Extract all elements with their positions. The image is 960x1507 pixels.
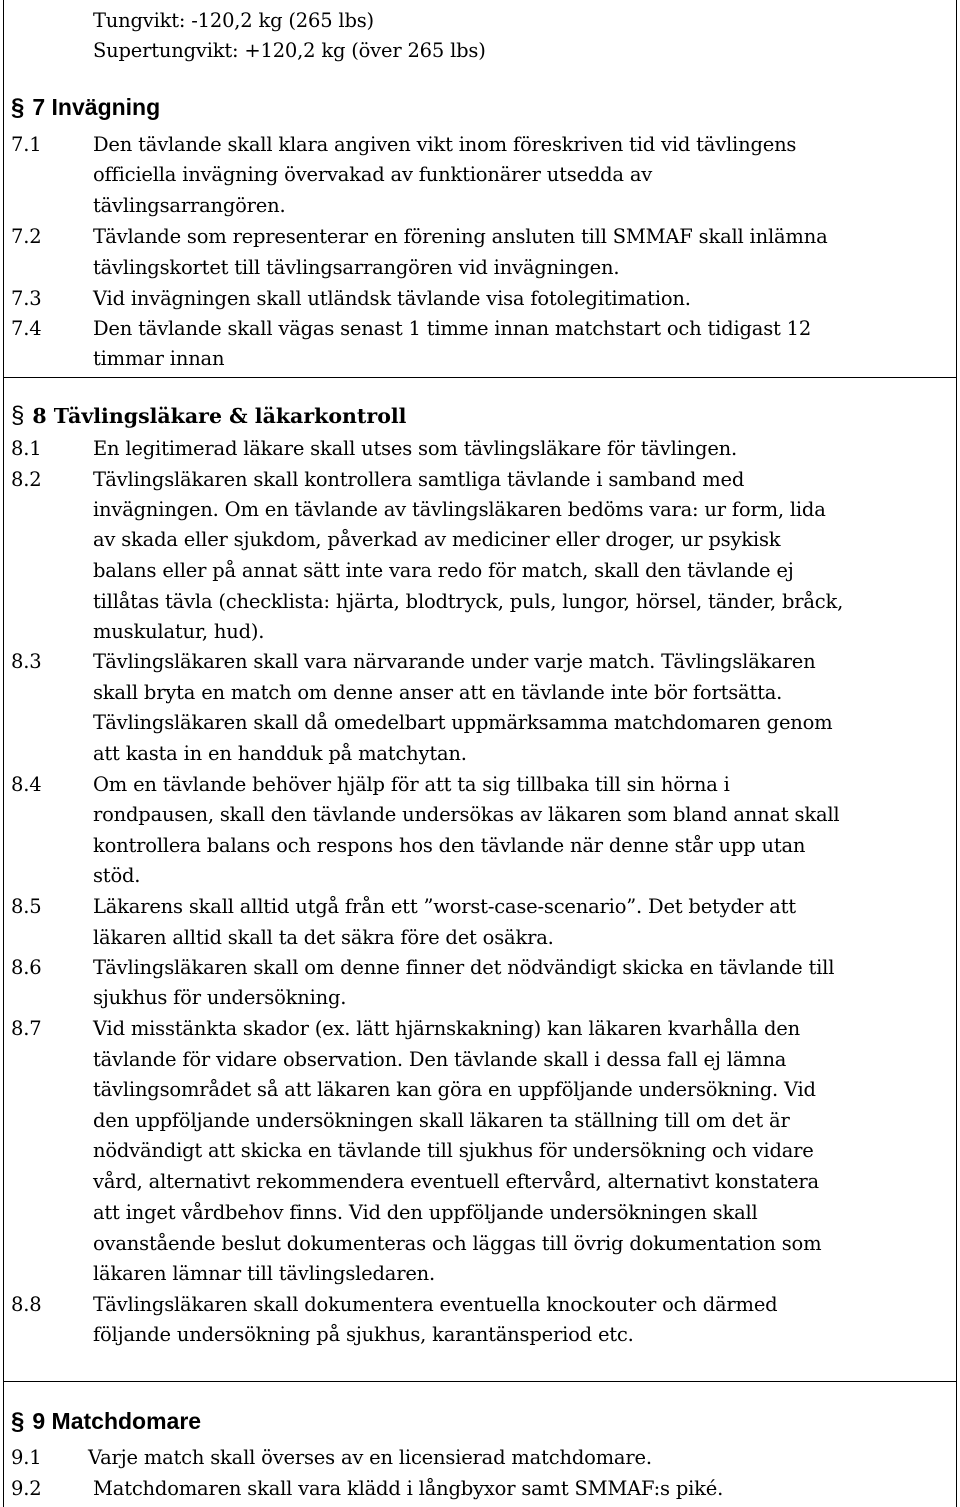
item-8-7-text: vård, alternativt rekommendera eventuell eftervård, alternativt konstatera (93, 1170, 819, 1193)
item-8-2-text: av skada eller sjukdom, påverkad av mediciner eller droger, ur psykisk (93, 528, 781, 551)
item-9-2-text: Matchdomaren skall vara klädd i långbyxor samt SMMAF:s piké. (93, 1477, 724, 1500)
item-8-4-text: kontrollera balans och respons hos den tävlande när denne står upp utan (93, 834, 806, 857)
item-7-2-number: 7.2 (11, 225, 42, 248)
item-8-4-number: 8.4 (11, 773, 42, 796)
weight-class-tungvikt: Tungvikt: -120,2 kg (265 lbs) (93, 9, 374, 32)
section-9-title: 9 Matchdomare (32, 1408, 202, 1434)
item-8-1-number: 8.1 (11, 437, 42, 460)
item-8-3-number: 8.3 (11, 650, 42, 673)
item-8-3-text: Tävlingsläkaren skall vara närvarande under varje match. Tävlingsläkaren (93, 650, 816, 673)
item-8-6-text: sjukhus för undersökning. (93, 986, 347, 1009)
section-7-title: 7 Invägning (32, 94, 161, 120)
item-7-2-text: Tävlande som representerar en förening ansluten till SMMAF skall inlämna (93, 225, 828, 248)
item-8-7-text: ovanstående beslut dokumenteras och läggas till övrig dokumentation som (93, 1232, 822, 1255)
item-8-4-text: rondpausen, skall den tävlande undersökas av läkaren som bland annat skall (93, 803, 840, 826)
item-8-2-text: balans eller på annat sätt inte vara redo för match, skall den tävlande ej (93, 559, 794, 582)
item-8-4-text: Om en tävlande behöver hjälp för att ta sig tillbaka till sin hörna i (93, 773, 730, 796)
item-8-2-number: 8.2 (11, 468, 42, 491)
item-9-1-text: Varje match skall överses av en licensierad matchdomare. (88, 1446, 652, 1469)
item-8-7-text: nödvändigt att skicka en tävlande till sjukhus för undersökning och vidare (93, 1139, 814, 1162)
item-8-2-text: muskulatur, hud). (93, 620, 265, 643)
item-8-7-text: Vid misstänkta skador (ex. lätt hjärnskakning) kan läkaren kvarhålla den (93, 1017, 800, 1040)
weight-class-supertungvikt: Supertungvikt: +120,2 kg (över 265 lbs) (93, 39, 486, 62)
paragraph-symbol-icon: § (11, 402, 25, 429)
item-8-1-text: En legitimerad läkare skall utses som tävlingsläkare för tävlingen. (93, 437, 738, 460)
item-8-7-text: att inget vårdbehov finns. Vid den uppföljande undersökningen skall (93, 1201, 758, 1224)
item-9-2-number: 9.2 (11, 1477, 42, 1500)
item-7-3-text: Vid invägningen skall utländsk tävlande visa fotolegitimation. (93, 287, 691, 310)
item-8-5-number: 8.5 (11, 895, 42, 918)
item-8-2-text: Tävlingsläkaren skall kontrollera samtliga tävlande i samband med (93, 468, 745, 491)
item-8-7-text: tävlande för vidare observation. Den tävlande skall i dessa fall ej lämna (93, 1048, 787, 1071)
item-8-3-text: att kasta in en handduk på matchytan. (93, 742, 467, 765)
item-8-5-text: läkaren alltid skall ta det säkra före det osäkra. (93, 926, 554, 949)
item-8-7-text: den uppföljande undersökningen skall läkaren ta ställning till om det är (93, 1109, 790, 1132)
item-7-4-text: timmar innan (93, 347, 225, 370)
paragraph-symbol-icon: § (11, 1408, 25, 1435)
item-8-6-number: 8.6 (11, 956, 42, 979)
item-9-1-number: 9.1 (11, 1446, 42, 1469)
item-8-5-text: Läkarens skall alltid utgå från ett ”worst-case-scenario”. Det betyder att (93, 895, 796, 918)
item-8-7-text: läkaren lämnar till tävlingsledaren. (93, 1262, 436, 1285)
item-8-3-text: skall bryta en match om denne anser att en tävlande inte bör fortsätta. (93, 681, 783, 704)
item-8-8-text: följande undersökning på sjukhus, karantänsperiod etc. (93, 1323, 634, 1346)
item-8-7-number: 8.7 (11, 1017, 42, 1040)
item-8-2-text: invägningen. Om en tävlande av tävlingsläkaren bedöms vara: ur form, lida (93, 498, 826, 521)
item-7-2-text: tävlingskortet till tävlingsarrangören vid invägningen. (93, 256, 620, 279)
item-7-1-text: tävlingsarrangören. (93, 194, 286, 217)
item-8-6-text: Tävlingsläkaren skall om denne finner det nödvändigt skicka en tävlande till (93, 956, 835, 979)
section-8-heading (11, 401, 406, 431)
item-7-4-number: 7.4 (11, 317, 42, 340)
item-7-1-text: officiella invägning övervakad av funktionärer utsedda av (93, 163, 653, 186)
item-7-1-text: Den tävlande skall klara angiven vikt inom föreskriven tid vid tävlingens (93, 133, 797, 156)
item-7-1-number: 7.1 (11, 133, 42, 156)
item-7-3-number: 7.3 (11, 287, 42, 310)
item-8-7-text: tävlingsområdet så att läkaren kan göra en uppföljande undersökning. Vid (93, 1078, 816, 1101)
item-8-8-number: 8.8 (11, 1293, 42, 1316)
section-7-heading (11, 92, 160, 122)
item-8-8-text: Tävlingsläkaren skall dokumentera eventuella knockouter och därmed (93, 1293, 778, 1316)
section-9-heading (11, 1406, 201, 1436)
item-7-4-text: Den tävlande skall vägas senast 1 timme innan matchstart och tidigast 12 (93, 317, 812, 340)
paragraph-symbol-icon: § (11, 94, 25, 121)
section-8-title: 8 Tävlingsläkare & läkarkontroll (32, 404, 407, 428)
item-8-2-text: tillåtas tävla (checklista: hjärta, blodtryck, puls, lungor, hörsel, tänder, bråck, (93, 590, 844, 613)
item-8-3-text: Tävlingsläkaren skall då omedelbart uppmärksamma matchdomaren genom (93, 711, 833, 734)
item-8-4-text: stöd. (93, 864, 141, 887)
